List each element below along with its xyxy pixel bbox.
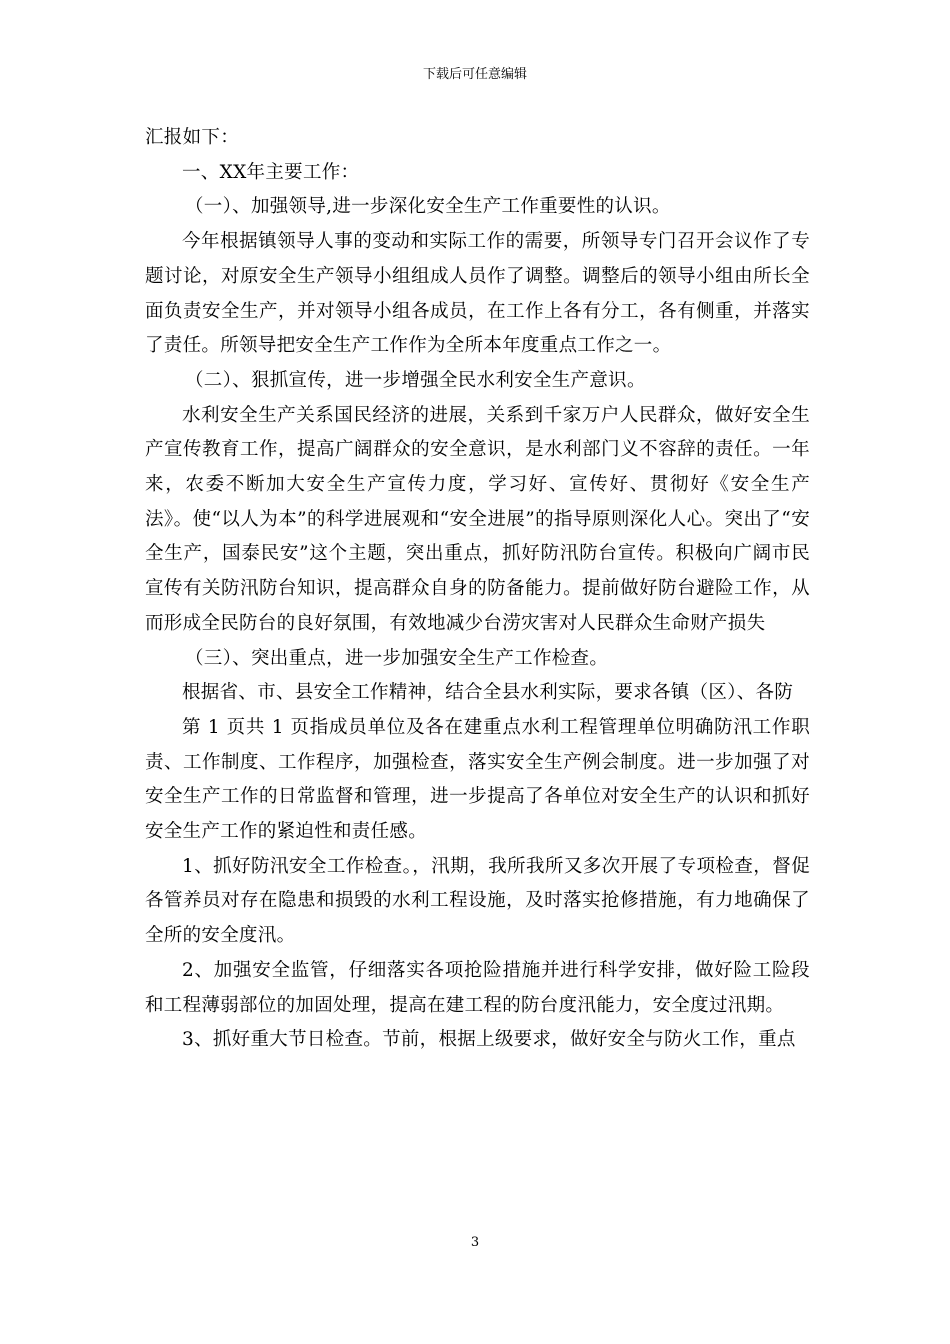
paragraph-intro: 汇报如下： xyxy=(145,127,240,148)
paragraph-inspection-start: 根据省、市、县安全工作精神，结合全县水利实际，要求各镇（区）、各防 xyxy=(182,682,794,704)
list-item-flood-check: 1、抓好防汛安全工作检查。，汛期，我所我所又多次开展了专项检查，督促各管养员对存在隐患和损毁的水利工程设施，及时落实抢修措施，有力地确保了全所的安全度汛。 xyxy=(145,855,810,947)
list-item-holiday-check: 3、抓好重大节日检查。节前，根据上级要求，做好安全与防火工作，重点 xyxy=(182,1029,796,1051)
document-body xyxy=(145,121,810,1058)
subheading-inspection: （三）、突出重点，进一步加强安全生产工作检查。 xyxy=(185,647,609,669)
page-header: 下载后可任意编辑 xyxy=(422,67,527,82)
paragraph-inspection-continued: 第 1 页共 1 页指成员单位及各在建重点水利工程管理单位明确防汛工作职责、工作制度、工作程序，加强检查，落实安全生产例会制度。进一步加强了对安全生产工作的日常监督和管理，进一步提高了各单位对安全生产的认识和抓好安全生产工作的紧迫性和责任感。 xyxy=(145,716,810,843)
paragraph-leadership: 今年根据镇领导人事的变动和实际工作的需要，所领导专门召开会议作了专题讨论，对原安全生产领导小组组成人员作了调整。调整后的领导小组由所长全面负责安全生产，并对领导小组各成员，在工作上各有分工，各有侧重，并落实了责任。所领导把安全生产工作作为全所本年度重点工作之一。 xyxy=(145,231,810,357)
page-number: 3 xyxy=(470,1235,480,1250)
subheading-publicity: （二）、狠抓宣传，进一步增强全民水利安全生产意识。 xyxy=(185,369,646,391)
section-heading-main-work: 一、XX年主要工作： xyxy=(182,161,360,183)
list-item-supervision: 2、加强安全监管，仔细落实各项抢险措施并进行科学安排，做好险工险段和工程薄弱部位的加固处理，提高在建工程的防台度汛能力，安全度过汛期。 xyxy=(145,959,810,1016)
paragraph-publicity: 水利安全生产关系国民经济的进展，关系到千家万户人民群众，做好安全生产宣传教育工作，提高广阔群众的安全意识，是水利部门义不容辞的责任。一年来，农委不断加大安全生产宣传力度，学习好、宣传好、贯彻好《安全生产法》。使“以人为本”的科学进展观和“安全进展”的指导原则深化人心。突出了“安全生产，国泰民安”这个主题，突出重点，抓好防汛防台宣传。积极向广阔市民宣传有关防汛防台知识，提高群众自身的防备能力。提前做好防台避险工作，从而形成全民防台的良好氛围，有效地减少台涝灾害对人民群众生命财产损失 xyxy=(145,404,810,634)
subheading-leadership: （一）、加强领导,进一步深化安全生产工作重要性的认识。 xyxy=(185,196,671,218)
